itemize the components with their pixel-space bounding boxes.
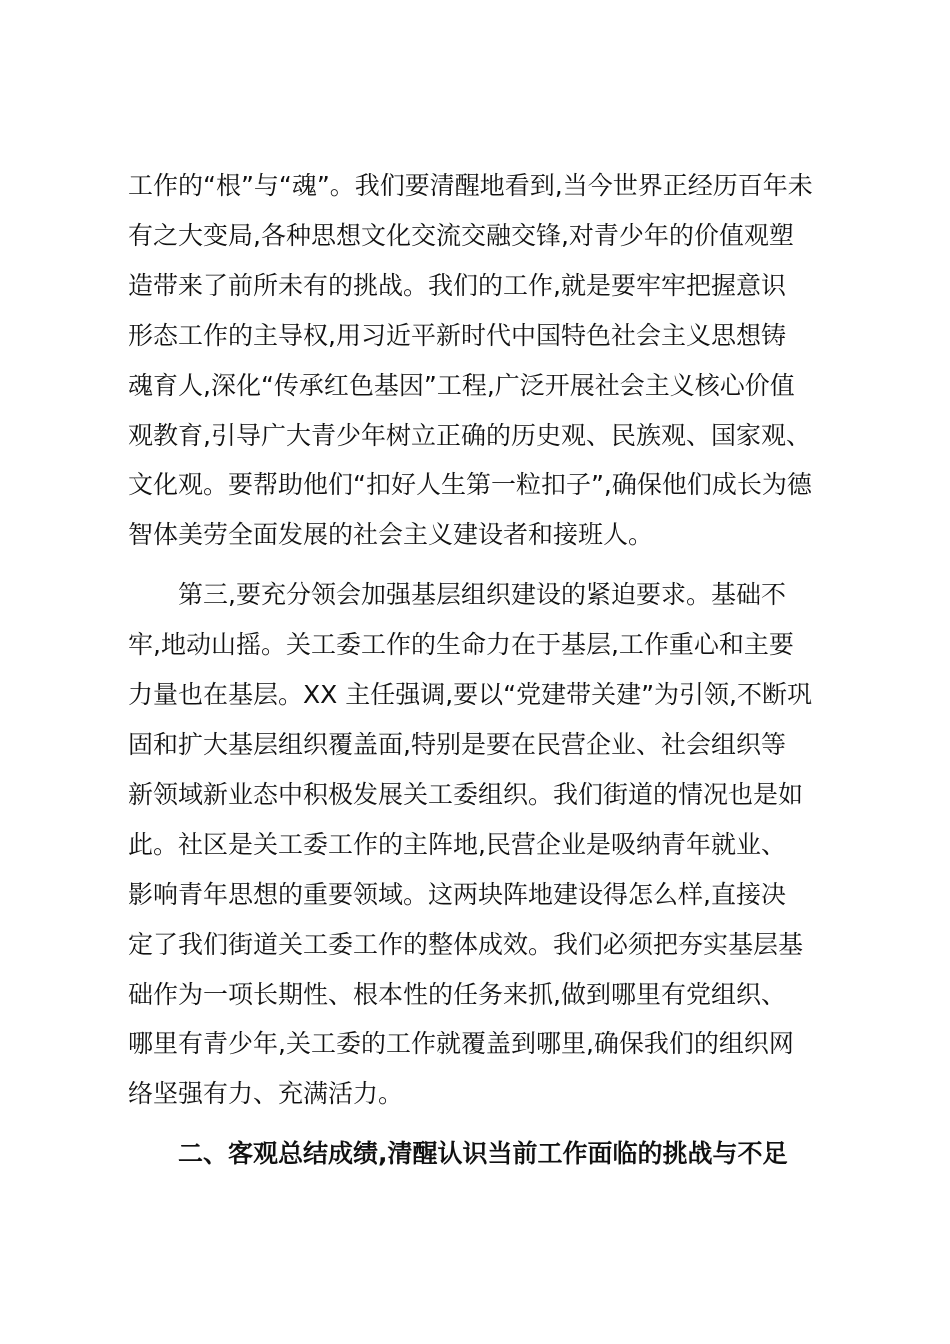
text-line: 造带来了前所未有的挑战。我们的工作,就是要牢牢把握意识 bbox=[128, 270, 786, 300]
text-line: 定了我们街道关工委工作的整体成效。我们必须把夯实基层基 bbox=[128, 929, 804, 959]
section-heading: 二、客观总结成绩,清醒认识当前工作面临的挑战与不足 bbox=[178, 1139, 788, 1169]
text-line: 智体美劳全面发展的社会主义建设者和接班人。 bbox=[128, 520, 654, 550]
text-line: 哪里有青少年,关工委的工作就覆盖到哪里,确保我们的组织网 bbox=[128, 1029, 794, 1059]
text-line: 固和扩大基层组织覆盖面,特别是要在民营企业、社会组织等 bbox=[128, 729, 786, 759]
document-body bbox=[128, 161, 818, 1179]
text-line: 影响青年思想的重要领域。这两块阵地建设得怎么样,直接决 bbox=[128, 879, 786, 909]
text-line: 工作的“根”与“魂”。我们要清醒地看到,当今世界正经历百年未 bbox=[128, 171, 813, 200]
text-line: 牢,地动山摇。关工委工作的生命力在于基层,工作重心和主要 bbox=[128, 630, 794, 660]
paragraph-grassroots bbox=[128, 570, 818, 1119]
text-line: 魂育人,深化“传承红色基因”工程,广泛开展社会主义核心价值 bbox=[128, 370, 795, 400]
text-line: 有之大变局,各种思想文化交流交融交锋,对青少年的价值观塑 bbox=[128, 220, 794, 250]
text-line: 文化观。要帮助他们“扣好人生第一粒扣子”,确保他们成长为德 bbox=[128, 470, 812, 500]
text-line: 新领域新业态中积极发展关工委组织。我们街道的情况也是如 bbox=[128, 779, 804, 809]
text-line: 形态工作的主导权,用习近平新时代中国特色社会主义思想铸 bbox=[128, 320, 786, 350]
text-line: 络坚强有力、充满活力。 bbox=[128, 1079, 404, 1109]
text-line: 力量也在基层。XX 主任强调,要以“党建带关建”为引领,不断巩 bbox=[128, 680, 812, 710]
text-line: 观教育,引导广大青少年树立正确的历史观、民族观、国家观、 bbox=[128, 420, 811, 450]
text-line: 此。社区是关工委工作的主阵地,民营企业是吸纳青年就业、 bbox=[128, 829, 786, 859]
paragraph-ideology bbox=[128, 161, 818, 560]
text-line: 第三,要充分领会加强基层组织建设的紧迫要求。基础不 bbox=[178, 580, 786, 610]
text-line: 础作为一项长期性、根本性的任务来抓,做到哪里有党组织、 bbox=[128, 979, 786, 1009]
